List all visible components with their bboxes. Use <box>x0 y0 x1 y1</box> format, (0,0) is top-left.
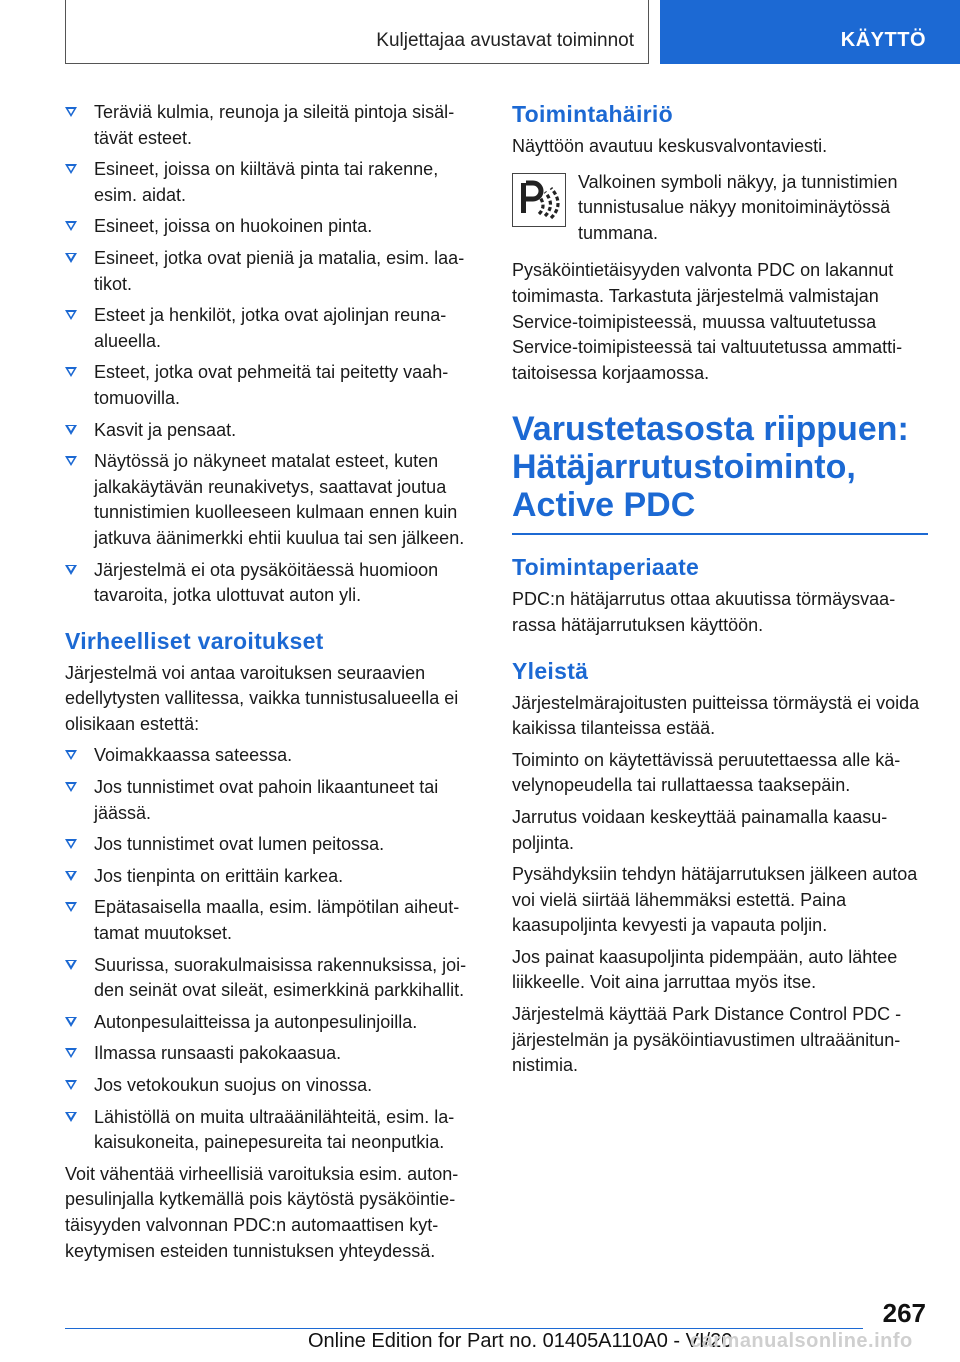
list-item: Autonpesulaitteissa ja autonpesulinjoilla. <box>65 1010 477 1036</box>
heading-false-warnings: Virheelliset varoitukset <box>65 627 324 654</box>
footer-divider <box>65 1328 863 1329</box>
edition-info: Online Edition for Part no. 01405A110A0 - VI/20 <box>308 1330 733 1352</box>
heading-main: Varustetasosta riippuen: Hätäjarrutustoiminto, Active PDC <box>512 410 928 535</box>
list-item: Jos tunnistimet ovat lumen peitossa. <box>65 832 477 858</box>
general-paragraph: Jos painat kaasupoljinta pidempään, auto lähtee liikkeelle. Voit aina jarruttaa myös itse. <box>512 946 898 993</box>
list-item: Esteet ja henkilöt, jotka ovat ajolinjan reunaalueella. <box>65 303 477 354</box>
triangle-bullet-icon <box>65 1048 77 1058</box>
limit-list <box>65 100 477 609</box>
triangle-bullet-icon <box>65 253 77 263</box>
general-paragraph: Järjestelmärajoitusten puitteissa törmäystä ei voida kaikissa tilanteissa estää. <box>512 692 920 739</box>
malfunction-notice <box>512 170 928 247</box>
triangle-bullet-icon <box>65 565 77 575</box>
triangle-bullet-icon <box>65 425 77 435</box>
malfunction-intro: Näyttöön avautuu keskusvalvontaviesti. <box>512 136 828 156</box>
list-item: Lähistöllä on muita ultraäänilähteitä, esim. lakaisukoneita, painepesureita tai neonputkia. <box>65 1105 477 1156</box>
triangle-bullet-icon <box>65 221 77 231</box>
pdc-warning-icon <box>512 173 566 227</box>
triangle-bullet-icon <box>65 902 77 912</box>
principle-body: PDC:n hätäjarrutus ottaa akuutissa törmäysvaarassa hätäjarrutuksen käyttöön. <box>512 589 896 635</box>
triangle-bullet-icon <box>65 782 77 792</box>
list-item: Suurissa, suorakulmaisissa rakennuksissa, joiden seinät ovat sileät, esimerkkinä parkkihallit. <box>65 953 477 1004</box>
triangle-bullet-icon <box>65 750 77 760</box>
general-paragraph: Järjestelmä käyttää Park Distance Control PDC -järjestelmän ja pysäköintiavustimen ultraäänitunnistimia. <box>512 1004 902 1076</box>
heading-malfunction: Toimintahäiriö <box>512 101 673 127</box>
left-column <box>65 100 477 1270</box>
false-warnings-list <box>65 743 477 1155</box>
chapter-tab-label: KÄYTTÖ <box>840 29 926 51</box>
right-column <box>512 100 928 1085</box>
general-paragraph: Pysähdyksiin tehdyn hätäjarrutuksen jälkeen autoa voi vielä siirtää lähemmäksi estettä. Paina kaasupoljinta kevyesti ja vapauta poljin. <box>512 864 918 936</box>
list-item: Ilmassa runsaasti pakokaasua. <box>65 1041 477 1067</box>
closing-paragraph: Voit vähentää virheellisiä varoituksia esim. autonpesulinjalla kytkemällä pois käytöstä pysäköintietäisyyden valvonnan PDC:n automaattisen kytkeytymisen esteiden tunnistuksen yhteydessä. <box>65 1163 459 1261</box>
general-paragraph: Jarrutus voidaan keskeyttää painamalla kaasupoljinta. <box>512 806 888 853</box>
triangle-bullet-icon <box>65 960 77 970</box>
list-item: Esineet, jotka ovat pieniä ja matalia, esim. laatikot. <box>65 246 477 297</box>
list-item: Esineet, joissa on kiiltävä pinta tai rakenne, esim. aidat. <box>65 157 477 208</box>
list-item: Voimakkaassa sateessa. <box>65 743 477 769</box>
triangle-bullet-icon <box>65 310 77 320</box>
general-paragraph: Toiminto on käytettävissä peruutettaessa alle kävelynopeudella tai rullattaessa taaksepäin. <box>512 749 901 796</box>
page-number: 267 <box>882 1298 926 1328</box>
triangle-bullet-icon <box>65 1112 77 1122</box>
heading-principle: Toimintaperiaate <box>512 554 700 581</box>
list-item: Teräviä kulmia, reunoja ja sileitä pintoja sisältävät esteet. <box>65 100 477 151</box>
chapter-tab[interactable] <box>660 0 960 64</box>
list-item: Näytössä jo näkyneet matalat esteet, kuten jalkakäytävän reunakivetys, saattavat joutua tunnistimien kuolleeseen kulmaan ennen kuin jatkuva äänimerkki ehtii kuulua tai sen jälkeen. <box>65 449 477 551</box>
triangle-bullet-icon <box>65 871 77 881</box>
triangle-bullet-icon <box>65 1017 77 1027</box>
list-item: Järjestelmä ei ota pysäköitäessä huomioon tavaroita, jotka ulottuvat auton yli. <box>65 558 477 609</box>
list-item: Epätasaisella maalla, esim. lämpötilan aiheuttamat muutokset. <box>65 895 477 946</box>
triangle-bullet-icon <box>65 839 77 849</box>
list-item: Esteet, jotka ovat pehmeitä tai peitetty vaahtomuovilla. <box>65 360 477 411</box>
list-item: Jos tienpinta on erittäin karkea. <box>65 864 477 890</box>
notice-text: Valkoinen symboli näkyy, ja tunnistimien tunnistusalue näkyy monitoiminäytössä tummana. <box>578 171 898 243</box>
list-item: Jos vetokoukun suojus on vinossa. <box>65 1073 477 1099</box>
heading-general: Yleistä <box>512 657 589 684</box>
section-title: Kuljettajaa avustavat toiminnot <box>376 30 634 51</box>
header-section-box <box>65 0 649 64</box>
triangle-bullet-icon <box>65 367 77 377</box>
malfunction-body: Pysäköintietäisyyden valvonta PDC on lakannut toimimasta. Tarkastuta järjestelmä valmistajan Service-toimipisteessä, muussa valtuutetussa Service-toimipisteessä tai valtuutetussa ammattitaitoisessa korjaamossa. <box>512 260 903 383</box>
triangle-bullet-icon <box>65 107 77 117</box>
triangle-bullet-icon <box>65 1080 77 1090</box>
list-item: Kasvit ja pensaat. <box>65 418 477 444</box>
triangle-bullet-icon <box>65 164 77 174</box>
list-item: Esineet, joissa on huokoinen pinta. <box>65 214 477 240</box>
triangle-bullet-icon <box>65 456 77 466</box>
watermark: carmanualsonline.info <box>690 1330 913 1352</box>
false-warnings-intro: Järjestelmä voi antaa varoituksen seuraavien edellytysten vallitessa, vaikka tunnistusalueella ei olisikaan estettä: <box>65 662 459 734</box>
list-item: Jos tunnistimet ovat pahoin likaantuneet tai jäässä. <box>65 775 477 826</box>
